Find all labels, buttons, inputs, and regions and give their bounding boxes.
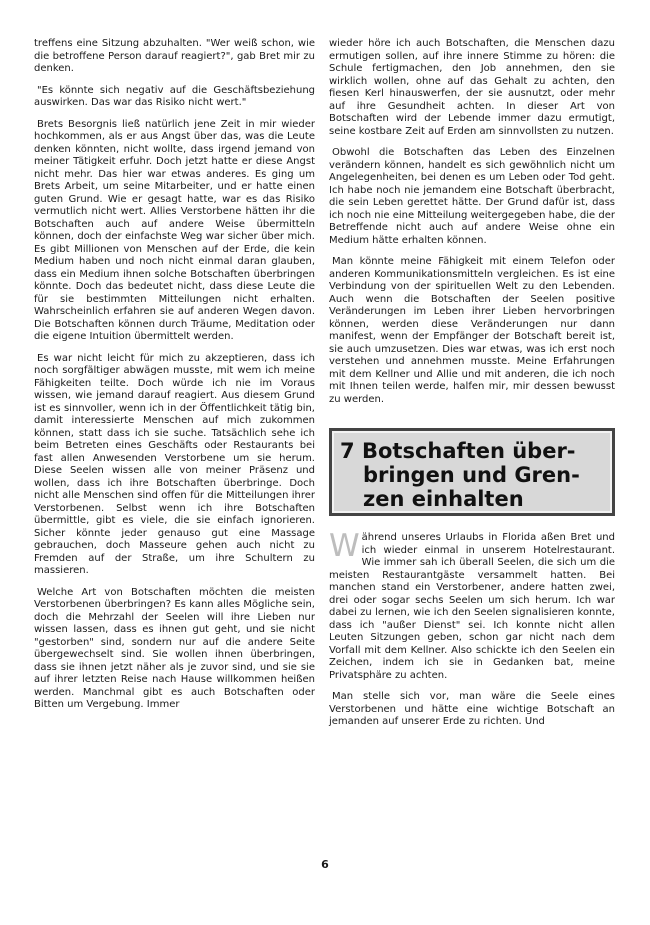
paragraph: Man könnte meine Fähigkeit mit einem Telefon oder anderen Kommunikationsmitteln vergleichen. Es ist eine Verbindung von der spirituellen Welt zu den Lebenden. Auch wenn die Botschaften der Seelen positive Veränderungen im Leben ihrer Lieben hervorbringen können, werden diese Veränderungen nur dann manifest, wenn der Empfänger der Botschaft bereit ist, sie auch umzusetzen. Dies war etwas, was ich erst noch verstehen und annehmen musste. Meine Erfahrungen mit dem Kellner und Allie und mit anderen, die ich noch mit Ihnen teilen werde, halfen mir, mir dessen bewusst zu werden. (329, 256, 615, 405)
paragraph: Es war nicht leicht für mich zu akzeptieren, dass ich noch sorgfältiger abwägen musste, mit wem ich meine Fähigkeiten teilte. Doch würde ich nie im Voraus wissen, wie jemand darauf reagiert. Aus diesem Grund ist es sinnvoller, wenn ich in der Öffentlichkeit tätig bin, damit interessierte Menschen auf mich zukommen können, statt dass ich sie suche. Tatsächlich sehe ich beim Betreten eines Geschäfts oder Restaurants bei fast allen Anwesenden Verstorbene um sie herum. Diese Seelen wissen alle von meiner Präsenz und wollen, dass ich ihre Botschaften überbringe. Doch nicht alle Menschen sind offen für die Mitteilungen ihrer Verstorbenen. Selbst wenn ich ihre Botschaften übermittle, gibt es viele, die sie einfach ignorieren. Sicher könnte jeder genauso gut eine Massage gebrauchen, doch Masseure gehen auch nicht zu Fremden auf der Straße, um ihre Schultern zu massieren. (34, 352, 315, 576)
paragraph: Obwohl die Botschaften das Leben des Einzelnen verändern können, handelt es sich gewöhnlich nicht um Angelegenheiten, bei denen es um Leben oder Tod geht. Ich habe noch nie jemandem eine Botschaft überbracht, die sein Leben gerettet hätte. Der Grund dafür ist, dass ich noch nie eine Mitteilung weitergegeben habe, die der Betreffende nicht auch auf andere Weise ohne ein Medium hätte erhalten können. (329, 147, 615, 246)
drop-cap: W (329, 528, 360, 564)
chapter-title-line-3: zen einhalten (363, 487, 524, 511)
right-column (329, 38, 615, 738)
chapter-title-line-2: bringen und Gren- (363, 463, 580, 487)
paragraph: treffens eine Sitzung abzuhalten. "Wer weiß schon, wie die betroffene Person darauf reagiert?", gab Bret mir zu denken. (34, 38, 315, 74)
chapter-title-part-1: Botschaften über- (362, 439, 576, 463)
chapter-title-line-1 (340, 439, 602, 463)
left-column (34, 38, 315, 721)
paragraph: Welche Art von Botschaften möchten die meisten Verstorbenen überbringen? Es kann alles Mögliche sein, doch die Mehrzahl der Seelen will ihre Lieben nur wissen lassen, dass es ihnen gut geht, und sie nicht "gestorben" sind, sondern nur auf die andere Seite übergewechselt sind. Sie wollen ihnen überbringen, dass sie ihnen jetzt näher als je zuvor sind, und sie sie auf ihrer letzten Reise nach Hause willkommen heißen werden. Manchmal gibt es auch Botschaften oder Bitten um Vergebung. Immer (34, 586, 315, 710)
paragraph: "Es könnte sich negativ auf die Geschäftsbeziehung auswirken. Das war das Risiko nicht wert." (34, 84, 315, 108)
paragraph: Man stelle sich vor, man wäre die Seele eines Verstorbenen und hätte eine wichtige Botschaft an jemanden auf unserer Erde zu richten. Und (329, 691, 615, 727)
chapter-opening-paragraph (329, 528, 615, 682)
paragraph: Brets Besorgnis ließ natürlich jene Zeit in mir wieder hochkommen, als er aus Angst über das, was die Leute denken könnten, nicht wollte, dass irgend jemand von meiner Tätigkeit erfuhr. Doch jetzt hatte er diese Angst nicht mehr. Das hier war etwas anderes. Es ging um Brets Arbeit, um seine Mitarbeiter, und er hatte einen guten Grund. Wie er gesagt hatte, war es das Risiko vermutlich nicht wert. Allies Verstorbene hätten ihr die Botschaften auch auf andere Weise übermitteln können, doch der einfachste Weg war sicher über mich. Es gibt Millionen von Menschen auf der Erde, die kein Medium haben und noch nicht einmal daran glauben, dass ein Medium ihnen solche Botschaften überbringen könnte. Doch das bedeutet nicht, dass diese Leute die für sie bestimmten Mitteilungen nicht erhalten. Wahrscheinlich erfahren sie auf anderen Wegen davon. Die Botschaften können durch Träume, Meditation oder die eigene Intuition übermittelt werden. (34, 118, 315, 342)
page-number: 6 (321, 858, 329, 871)
paragraph: wieder höre ich auch Botschaften, die Menschen dazu ermutigen sollen, auf ihre innere Stimme zu hören: die Schule fertigmachen, den Job annehmen, den sie wirklich wollen, ohne auf das Gehalt zu achten, den fiesen Kerl hinauswerfen, der sie ausnutzt, oder mehr auf ihre Gesundheit achten. In dieser Art von Botschaften wird der Lebende immer dazu ermutigt, seine kostbare Zeit auf Erden am sinnvollsten zu nutzen. (329, 38, 615, 137)
chapter-number: 7 (340, 439, 355, 463)
paragraph-text: ährend unseres Urlaubs in Florida aßen Bret und ich wieder einmal in unserem Hotelrestaurant. Wie immer sah ich überall Seelen, die sich um die meisten Restaurantgäste versammelt hatten. Bei manchen stand ein Verstorbener, andere hatten zwei, drei oder sogar sechs Seelen um sich herum. Ich war dabei zu lernen, wie ich den Seelen signalisieren konnte, dass ich "außer Dienst" sei. Ich konnte nicht allen Leuten Sitzungen geben, schon gar nicht nach dem Vorfall mit dem Kellner. Also schickte ich den Seelen ein Zeichen, indem ich sie in Gedanken bat, meine Privatsphäre zu achten. (329, 532, 615, 681)
chapter-heading-box (329, 428, 615, 516)
